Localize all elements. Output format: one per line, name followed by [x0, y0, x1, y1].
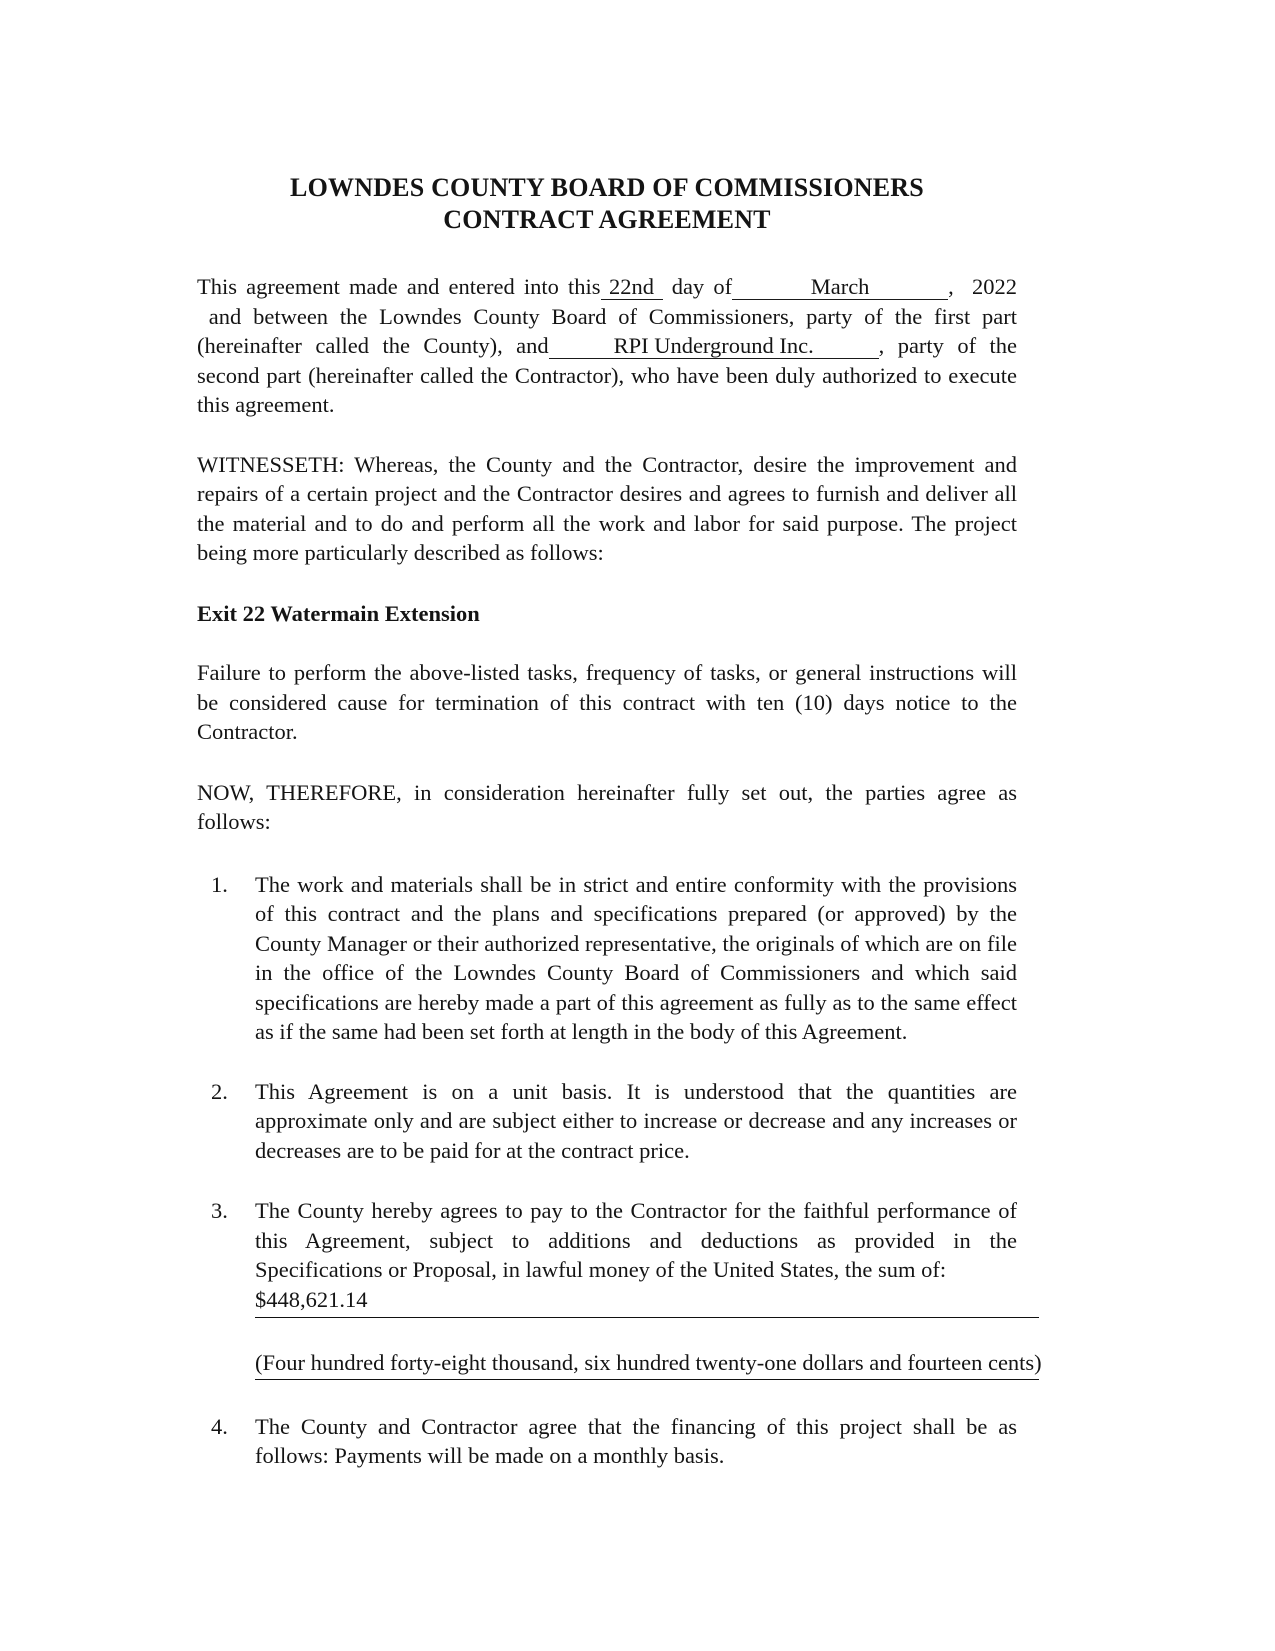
intro-text-between: between the Lowndes County Board of Commissioners, party of the first part (hereinafter called the County), and — [197, 303, 1018, 358]
clause-item-1 — [197, 870, 1017, 1047]
day-field[interactable]: 22nd — [601, 274, 663, 300]
document-content — [197, 0, 1042, 1471]
page-title — [197, 0, 1017, 236]
contract-amount-words[interactable]: (Four hundred forty-eight thousand, six hundred twenty-one dollars and fourteen cents) — [255, 1348, 1039, 1380]
clause-number-3: 3. — [211, 1198, 228, 1223]
clause-item-2 — [197, 1077, 1017, 1166]
title-line-2: CONTRACT AGREEMENT — [443, 205, 771, 234]
year-field[interactable]: 2022 — [972, 274, 1018, 299]
clause-item-3 — [197, 1196, 1042, 1380]
witnesseth-paragraph: WITNESSETH: Whereas, the County and the Contractor, desire the improvement and repairs of a certain project and the Contractor desires and agrees to furnish and deliver all the material and to do and perform all the work and labor for said purpose. The project being more particularly described as follows: — [197, 451, 1017, 565]
intro-text-and: and — [208, 303, 242, 329]
clause-item-4 — [197, 1412, 1017, 1471]
clause-list — [197, 870, 1042, 1471]
clause-number-4: 4. — [211, 1413, 228, 1439]
clause-text-2: This Agreement is on a unit basis. It is understood that the quantities are approximate only and are subject either to increase or decrease and any increases or decreases are to be paid for at the contract price. — [255, 1078, 1017, 1163]
intro-text-day-of: day of — [671, 274, 733, 299]
intro-text-after-contractor: , party of the second part (hereinafter called the Contractor), who have been duly authorized to execute this agreement. — [197, 333, 1017, 417]
title-line-1: LOWNDES COUNTY BOARD OF COMMISSIONERS — [290, 173, 924, 202]
intro-comma: , — [948, 274, 954, 299]
clause-text-3: The County hereby agrees to pay to the Contractor for the faithful performance of this Agreement, subject to additions and deductions as provided in the Specifications or Proposal, in lawful money of the United States, the sum of: — [255, 1198, 1017, 1282]
intro-paragraph — [197, 272, 1017, 420]
clause-number-2: 2. — [211, 1078, 228, 1104]
month-field[interactable]: March — [732, 274, 948, 300]
contractor-field[interactable]: RPI Underground Inc. — [549, 333, 879, 359]
now-therefore-paragraph: NOW, THEREFORE, in consideration hereinafter fully set out, the parties agree as follows: — [197, 779, 1017, 834]
clause-number-1: 1. — [211, 871, 228, 897]
contract-amount-figure[interactable]: $448,621.14 — [255, 1285, 1039, 1318]
clause-text-4: The County and Contractor agree that the financing of this project shall be as follows: Payments will be made on a monthly basis. — [255, 1413, 1017, 1468]
failure-clause-paragraph: Failure to perform the above-listed tasks, frequency of tasks, or general instructions will be considered cause for termination of this contract with ten (10) days notice to the Contractor. — [197, 660, 1017, 744]
clause-text-1: The work and materials shall be in strict and entire conformity with the provisions of this contract and the plans and specifications prepared (or approved) by the County Manager or their authorized representative, the originals of which are on file in the office of the Lowndes County Board of Commissioners and which said specifications are hereby made a part of this agreement as fully as to the same effect as if the same had been set forth at length in the body of this Agreement. — [255, 871, 1017, 1044]
project-name: Exit 22 Watermain Extension — [197, 600, 480, 626]
intro-text-before-day: This agreement made and entered into this — [197, 274, 601, 299]
